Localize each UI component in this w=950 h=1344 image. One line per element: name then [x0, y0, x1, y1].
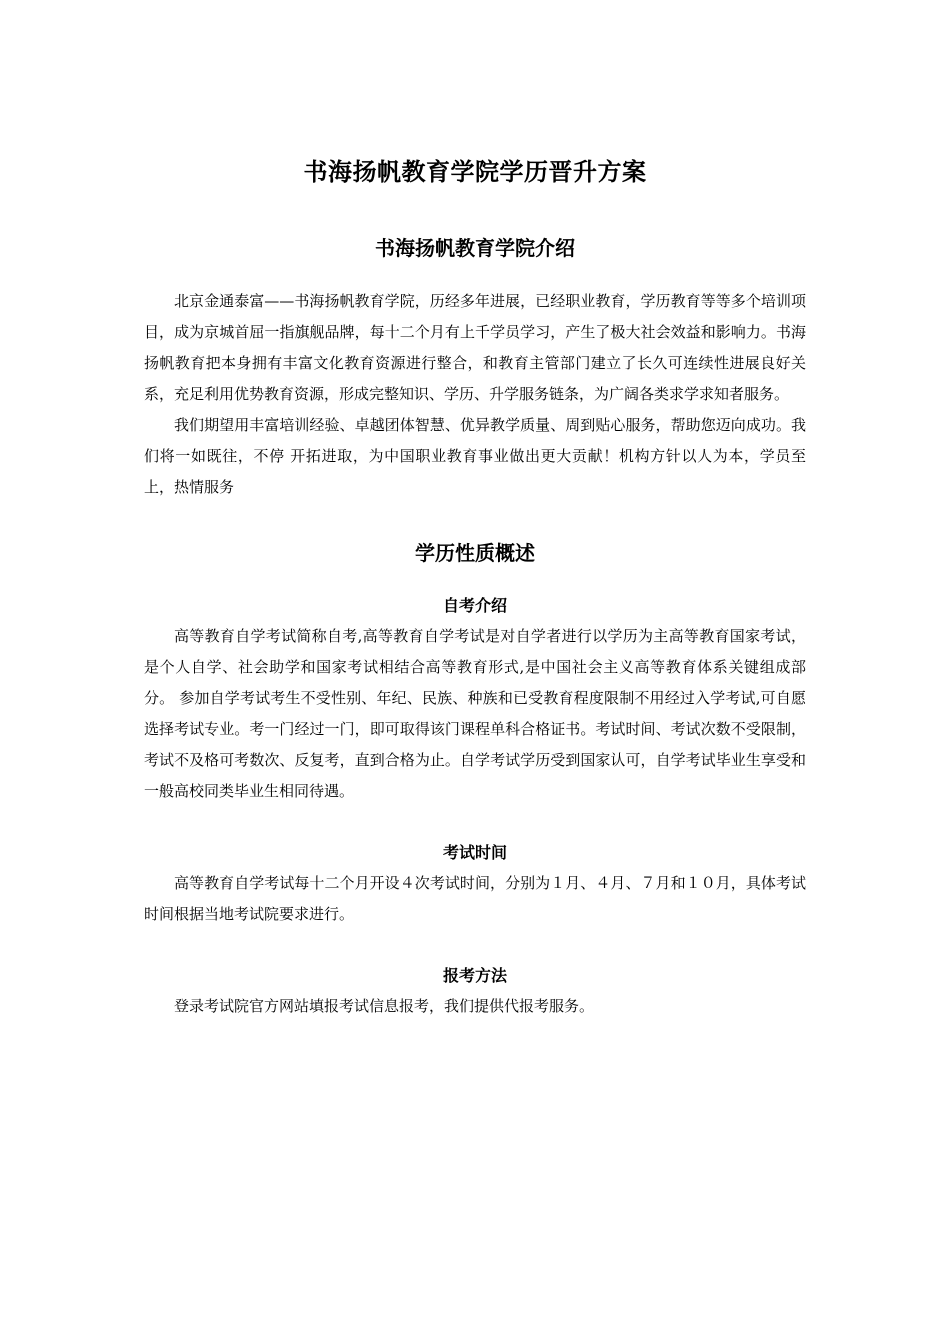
subsection-heading: 考试时间 [442, 843, 507, 862]
subsection-exam-time [144, 838, 806, 930]
subsection-heading: 自考介绍 [442, 596, 507, 615]
section-degree-overview [144, 533, 806, 1022]
section-academy-intro [144, 228, 806, 503]
paragraph: 高等教育自学考试每十二个月开设４次考试时间，分别为１月、４月、７月和１０月，具体考试时间根据当地考试院要求进行。 [144, 874, 806, 923]
document-title: 书海扬帆教育学院学历晋升方案 [303, 158, 647, 186]
paragraph: 登录考试院官方网站填报考试信息报考，我们提供代报考服务。 [174, 997, 595, 1015]
subsection-heading: 报考方法 [442, 966, 507, 985]
paragraph: 北京金通泰富——书海扬帆教育学院，历经多年进展，已经职业教育，学历教育等等多个培训项目，成为京城首屈一指旗舰品牌，每十二个月有上千学员学习，产生了极大社会效益和影响力。书海扬帆教育把本身拥有丰富文化教育资源进行整合，和教育主管部门建立了长久可连续性进展良好关系，充足利用优势教育资源，形成完整知识、学历、升学服务链条，为广阔各类求学求知者服务。 [144, 292, 806, 403]
paragraph: 高等教育自学考试简称自考,高等教育自学考试是对自学者进行以学历为主高等教育国家考试，是个人自学、社会助学和国家考试相结合高等教育形式,是中国社会主义高等教育体系关键组成部分。 参加自学考试考生不受性别、年纪、民族、种族和已受教育程度限制不用经过入学考试,可自愿选择考试专业。考一门经过一门，即可取得该门课程单科合格证书。考试时间、考试次数不受限制，考试不及格可考数次、反复考，直到合格为止。自学考试学历受到国家认可，自学考试毕业生享受和一般高校同类毕业生相同待遇。 [144, 627, 806, 800]
paragraph: 我们期望用丰富培训经验、卓越团体智慧、优异教学质量、周到贴心服务，帮助您迈向成功。我们将一如既往，不停 开拓进取，为中国职业教育事业做出更大贡献！机构方针以人为本，学员至上，热情服务 [144, 416, 806, 496]
section-heading: 学历性质概述 [415, 541, 535, 565]
subsection-self-study-intro [144, 591, 806, 807]
section-heading: 书海扬帆教育学院介绍 [375, 236, 575, 260]
subsection-registration-method [144, 961, 806, 1022]
document-body [144, 150, 806, 1022]
